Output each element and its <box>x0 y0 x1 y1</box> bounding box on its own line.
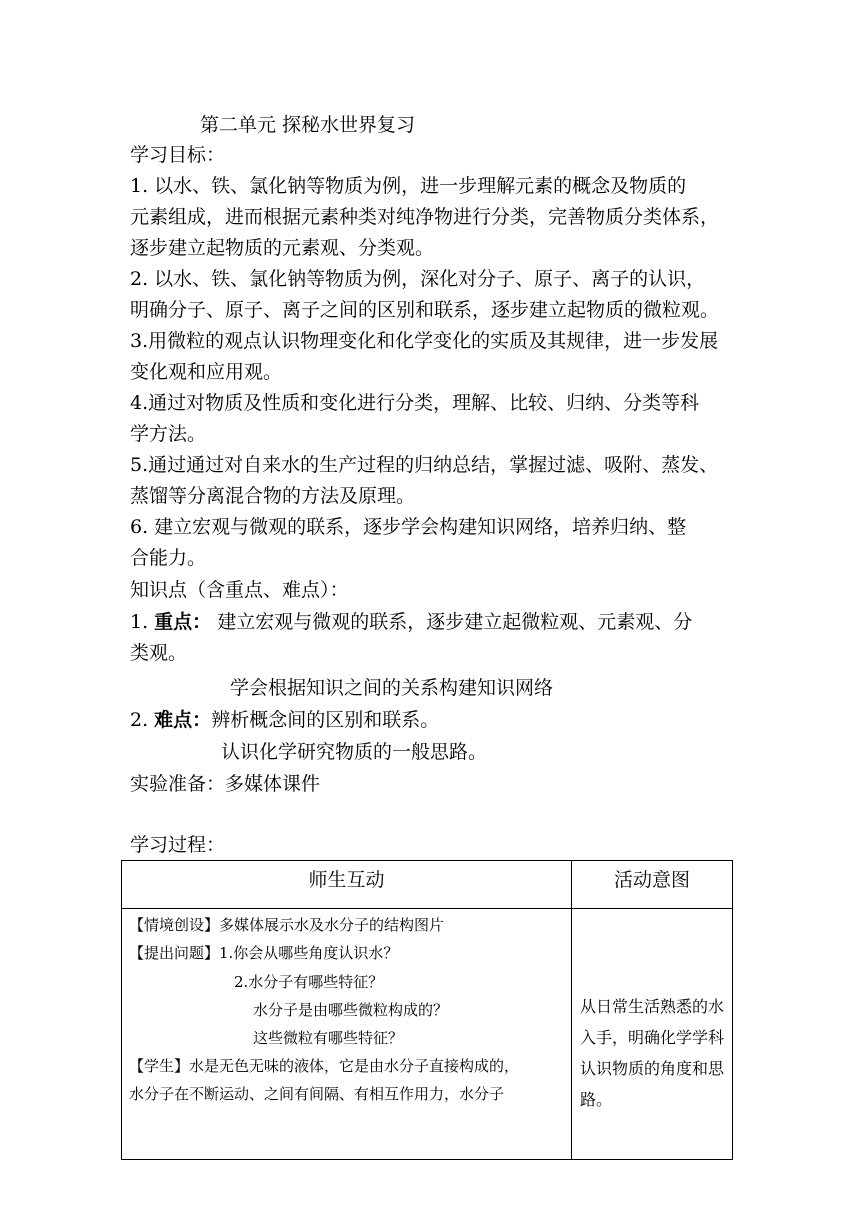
doc-title: 第二单元 探秘水世界复习 <box>200 114 416 136</box>
goal-line: 1. 以水、铁、氯化钠等物质为例，进一步理解元素的概念及物质的 <box>130 175 687 197</box>
column-header-interaction: 师生互动 <box>122 861 572 909</box>
table-header-row <box>122 861 733 909</box>
prep-line: 实验准备：多媒体课件 <box>130 773 321 795</box>
process-heading: 学习过程： <box>130 834 226 856</box>
cell-line: 这些微粒有哪些特征？ <box>253 1029 404 1047</box>
cell-line: 【学生】水是无色无味的液体，它是由水分子直接构成的， <box>129 1057 520 1075</box>
goals-heading: 学习目标： <box>130 144 226 166</box>
cell-line: 【情境创设】多媒体展示水及水分子的结构图片 <box>129 916 445 934</box>
goal-line: 蒸馏等分离混合物的方法及原理。 <box>130 485 416 507</box>
difficulty-number: 2. <box>130 709 155 731</box>
column-header-intent: 活动意图 <box>572 861 733 909</box>
key-point-text: 建立宏观与微观的联系，逐步建立起微粒观、元素观、分 <box>211 611 693 633</box>
goal-line: 4.通过对物质及性质和变化进行分类，理解、比较、归纳、分类等科 <box>130 392 700 414</box>
key-point-label: 重点： <box>154 611 212 633</box>
difficulty-label: 难点： <box>154 709 212 731</box>
interaction-cell <box>122 909 572 1160</box>
goal-line: 合能力。 <box>130 547 207 569</box>
goal-line: 元素组成，进而根据元素种类对纯净物进行分类，完善物质分类体系， <box>130 206 720 228</box>
goal-line: 明确分子、原子、离子之间的区别和联系，逐步建立起物质的微粒观。 <box>130 299 720 321</box>
goal-line: 逐步建立起物质的元素观、分类观。 <box>130 237 435 259</box>
goal-line: 变化观和应用观。 <box>130 361 283 383</box>
goal-line: 5.通过通过对自来水的生产过程的归纳总结，掌握过滤、吸附、蒸发、 <box>130 454 719 476</box>
goal-line: 6. 建立宏观与微观的联系，逐步学会构建知识网络，培养归纳、整 <box>130 516 687 538</box>
cell-line: 水分子在不断运动、之间有间隔、有相互作用力，水分子 <box>129 1085 505 1103</box>
table-row <box>122 909 733 1160</box>
intent-text: 从日常生活熟悉的水入手，明确化学学科认识物质的角度和思路。 <box>580 997 725 1109</box>
key-point-number: 1. <box>130 611 155 633</box>
intent-cell <box>572 909 733 1160</box>
cell-line: 【提出问题】1.你会从哪些角度认识水？ <box>129 944 399 962</box>
cell-line: 2.水分子有哪些特征？ <box>234 973 384 991</box>
difficulty-line <box>130 705 439 735</box>
cell-line: 水分子是由哪些微粒构成的？ <box>253 1001 449 1019</box>
key-point-continuation: 类观。 <box>130 642 188 664</box>
goal-line: 3.用微粒的观点认识物理变化和化学变化的实质及其规律，进一步发展 <box>130 330 719 352</box>
difficulty-text-2: 认识化学研究物质的一般思路。 <box>221 741 488 763</box>
goal-line: 学方法。 <box>130 423 207 445</box>
goal-line: 2. 以水、铁、氯化钠等物质为例，深化对分子、原子、离子的认识， <box>130 268 706 290</box>
key-point-text-2: 学会根据知识之间的关系构建知识网络 <box>230 677 554 699</box>
difficulty-text: 辨析概念间的区别和联系。 <box>211 709 440 731</box>
process-table <box>121 860 733 1160</box>
knowledge-heading: 知识点（含重点、难点）： <box>130 579 349 601</box>
key-point-line <box>130 607 692 637</box>
